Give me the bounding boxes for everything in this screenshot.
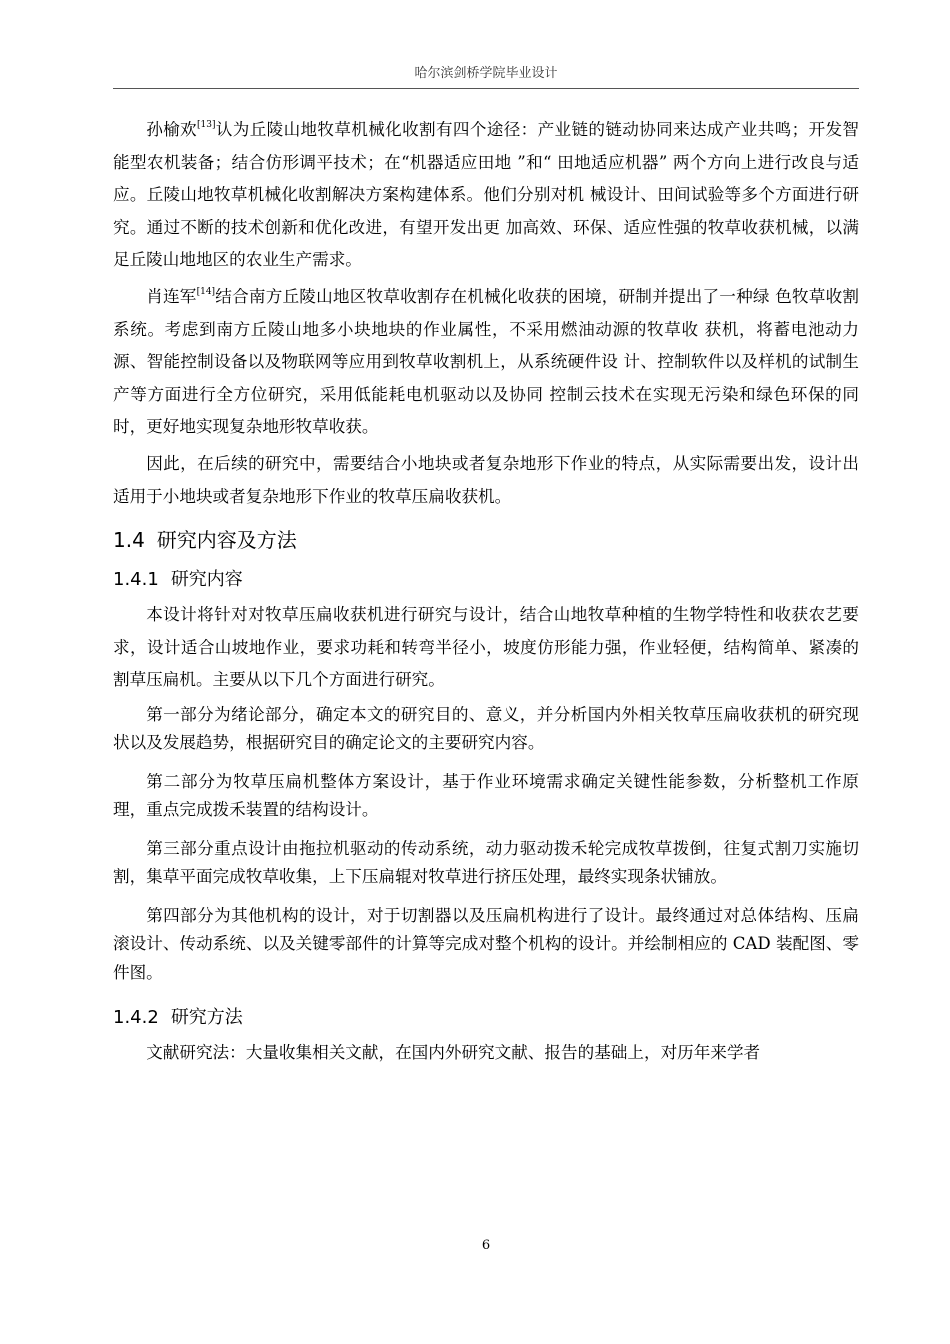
page-number: 6 [481, 1238, 491, 1253]
author-name: 肖连军 [146, 286, 197, 306]
section-number: 1.4.1 [113, 569, 159, 591]
paragraph-part-one: 第一部分为绪论部分，确定本文的研究目的、意义，并分析国内外相关牧草压扁收获机的研究现状以及发展趋势，根据研究目的确定论文的主要研究内容。 [113, 704, 859, 753]
citation-ref[interactable]: [14] [196, 286, 216, 297]
paragraph-design-scope: 本设计将针对对牧草压扁收获机进行研究与设计，结合山地牧草种植的生物学特性和收获农艺要求，设计适合山坡地作业，要求功耗和转弯半径小，坡度仿形能力强，作业轻便，结构简单、紧凑的割草压扁机。主要从以下几个方面进行研究。 [113, 605, 859, 690]
section-number: 1.4 [113, 528, 145, 553]
paragraph-part-four: 第四部分为其他机构的设计，对于切割器以及压扁机构进行了设计。最终通过对总体结构、压扁滚设计、传动系统、以及关键零部件的计算等完成对整个机构的设计。并绘制相应的 CAD 装配图、零件图。 [113, 905, 859, 982]
section-heading-1-4 [113, 523, 859, 557]
citation-ref[interactable]: [13] [197, 120, 216, 130]
paragraph-xiao-lianjun [113, 281, 859, 444]
paragraph-sun-yuhuan [113, 114, 859, 277]
paragraph-text: 认为丘陵山地牧草机械化收割有四个途径：产业链的链动协同来达成产业共鸣；开发智能型农机装备；结合仿形调平技术；在“机器适应田地 ”和“ 田地适应机器” 两个方向上进行改良与适应。丘陵山地牧草机械化收割解决方案构建体系。他们分别对机 械设计、田间试验等多个方面进行研究。通过不断的技术创新和优化改进，有望开发出更 加高效、环保、适应性强的牧草收获机械，以满足丘陵山地地区的农业生产需求。 [113, 120, 860, 270]
paragraph-part-three: 第三部分重点设计由拖拉机驱动的传动系统，动力驱动拨禾轮完成牧草拨倒，往复式割刀实施切割，集草平面完成牧草收集，上下压扁辊对牧草进行挤压处理，最终实现条状铺放。 [113, 838, 859, 887]
paragraph-literature-method: 文献研究法：大量收集相关文献，在国内外研究文献、报告的基础上，对历年来学者 [146, 1043, 761, 1063]
section-title: 研究内容及方法 [156, 528, 297, 553]
paragraph-text: 结合南方丘陵山地区牧草收割存在机械化收获的困境，研制并提出了一种绿 色牧草收割系统。考虑到南方丘陵山地多小块地块的作业属性，不采用燃油动源的牧草收 获机，将蓄电池动力源、智能控制设备以及物联网等应用到牧草收割机上，从系统硬件设 计、控制软件以及样机的试制生产等方面进行全方位研究，采用低能耗电机驱动以及协同 控制云技术在实现无污染和绿色环保的同时，更好地实现复杂地形牧草收获。 [113, 286, 859, 437]
section-title: 研究内容 [170, 569, 243, 591]
section-heading-1-4-1 [113, 565, 859, 595]
section-number: 1.4.2 [113, 1007, 159, 1029]
paragraph-part-two: 第二部分为牧草压扁机整体方案设计，基于作业环境需求确定关键性能参数，分析整机工作原理，重点完成拨禾装置的结构设计。 [113, 771, 859, 820]
header-divider [113, 88, 859, 89]
section-title: 研究方法 [170, 1007, 243, 1029]
paragraph-conclusion: 因此，在后续的研究中，需要结合小地块或者复杂地形下作业的特点，从实际需要出发，设计出适用于小地块或者复杂地形下作业的牧草压扁收获机。 [113, 453, 859, 506]
running-header: 哈尔滨剑桥学院毕业设计 [414, 66, 558, 81]
page-body [113, 114, 859, 1070]
section-heading-1-4-2 [113, 1003, 859, 1033]
author-name: 孙榆欢 [146, 120, 197, 139]
